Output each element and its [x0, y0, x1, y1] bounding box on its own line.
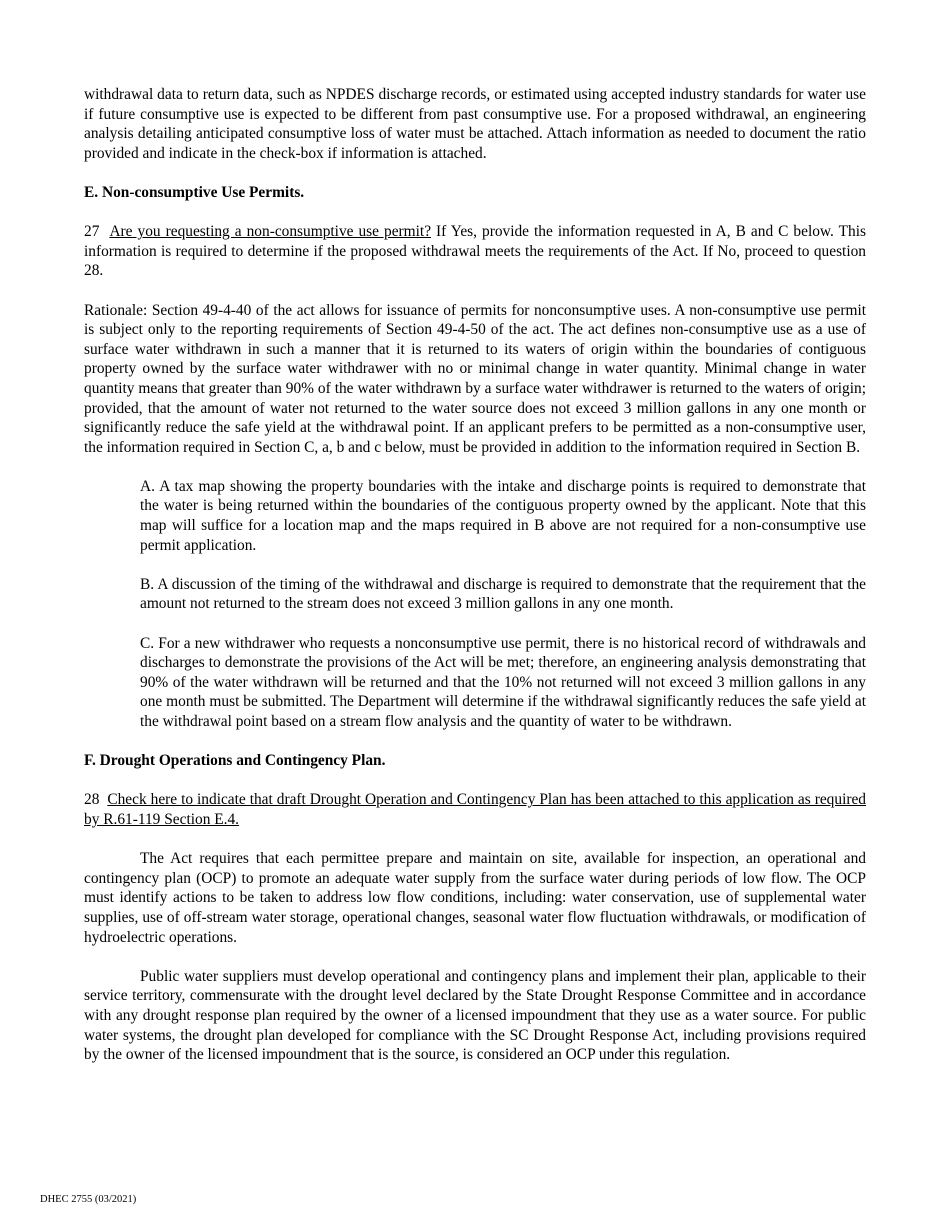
- question-28-text: Check here to indicate that draft Drought Operation and Contingency Plan has been attached to this application as required by R.61-119 Section E.4.: [84, 791, 867, 828]
- section-f-heading: F. Drought Operations and Contingency Plan.: [84, 752, 386, 770]
- item-b-paragraph: B. A discussion of the timing of the withdrawal and discharge is required to demonstrate that the requirement that the amount not returned to the stream does not exceed 3 million gallons in any one month.: [140, 575, 866, 613]
- question-28: [84, 790, 866, 829]
- item-a-paragraph: A. A tax map showing the property boundaries with the intake and discharge points is required to demonstrate that the water is being returned within the boundaries of the contiguous property owned by the applicant. Note that this map will suffice for a location map and the maps required in B above are not required for a non-consumptive use permit application.: [140, 477, 866, 554]
- question-27-text: Are you requesting a non-consumptive use permit?: [109, 223, 432, 241]
- section-e-heading: E. Non-consumptive Use Permits.: [84, 183, 305, 201]
- question-27-instructions: If Yes, provide the information requested in A, B and C below. This information is required to determine if the proposed withdrawal meets the requirements of the Act. If No, proceed to question 28.: [84, 223, 866, 280]
- question-27: [84, 222, 866, 281]
- document-page: [84, 85, 866, 1065]
- rationale-paragraph: Rationale: Section 49-4-40 of the act allows for issuance of permits for nonconsumptive uses. A non-consumptive use permit is subject only to the reporting requirements of Section 49-4-50 of the act. The act defines non-consumptive use as a use of surface water withdrawn in such a manner that it is returned to its waters of origin within the boundaries of contiguous property owned by the surface water withdrawer with no or minimal change in water quantity. Minimal change in water quantity means that greater than 90% of the water withdrawn by a surface water withdrawer is returned to the waters of origin; provided, that the amount of water not returned to the water source does not exceed 3 million gallons in any one month or significantly reduce the safe yield at the withdrawal point. If an applicant prefers to be permitted as a non-consumptive user, the information required in Section C, a, b and c below, must be provided in addition to the information required in Section B.: [84, 301, 866, 456]
- form-footer: DHEC 2755 (03/2021): [40, 1194, 137, 1205]
- intro-paragraph: withdrawal data to return data, such as NPDES discharge records, or estimated using accepted industry standards for water use if future consumptive use is expected to be different from past consumptive use. For a proposed withdrawal, an engineering analysis detailing anticipated consumptive loss of water must be attached. Attach information as needed to document the ratio provided and indicate in the check-box if information is attached.: [84, 86, 866, 162]
- question-28-number: 28: [84, 791, 100, 809]
- question-27-number: 27: [84, 223, 100, 241]
- item-c-paragraph: C. For a new withdrawer who requests a nonconsumptive use permit, there is no historical record of withdrawals and discharges to demonstrate the provisions of the Act will be met; therefore, an engineering analysis demonstrating that 90% of the water withdrawn will be returned and that the 10% not returned will not exceed 3 million gallons in any one month must be submitted. The Department will determine if the withdrawal significantly reduces the safe yield at the withdrawal point based on a stream flow analysis and the quantity of water to be withdrawn.: [140, 634, 866, 730]
- ocp-paragraph-1: The Act requires that each permittee prepare and maintain on site, available for inspection, an operational and contingency plan (OCP) to promote an adequate water supply from the surface water during periods of low flow. The OCP must identify actions to be taken to address low flow conditions, including: water conservation, use of supplemental water supplies, use of off-stream water storage, operational changes, seasonal water flow fluctuation withdrawals, or modification of hydroelectric operations.: [84, 850, 866, 946]
- ocp-paragraph-2: Public water suppliers must develop operational and contingency plans and implement their plan, applicable to their service territory, commensurate with the drought level declared by the State Drought Response Committee and in accordance with any drought response plan required by the owner of a licensed impoundment that they use as a water source. For public water systems, the drought plan developed for compliance with the SC Drought Response Act, including provisions required by the owner of the licensed impoundment that is the source, is considered an OCP under this regulation.: [84, 967, 866, 1064]
